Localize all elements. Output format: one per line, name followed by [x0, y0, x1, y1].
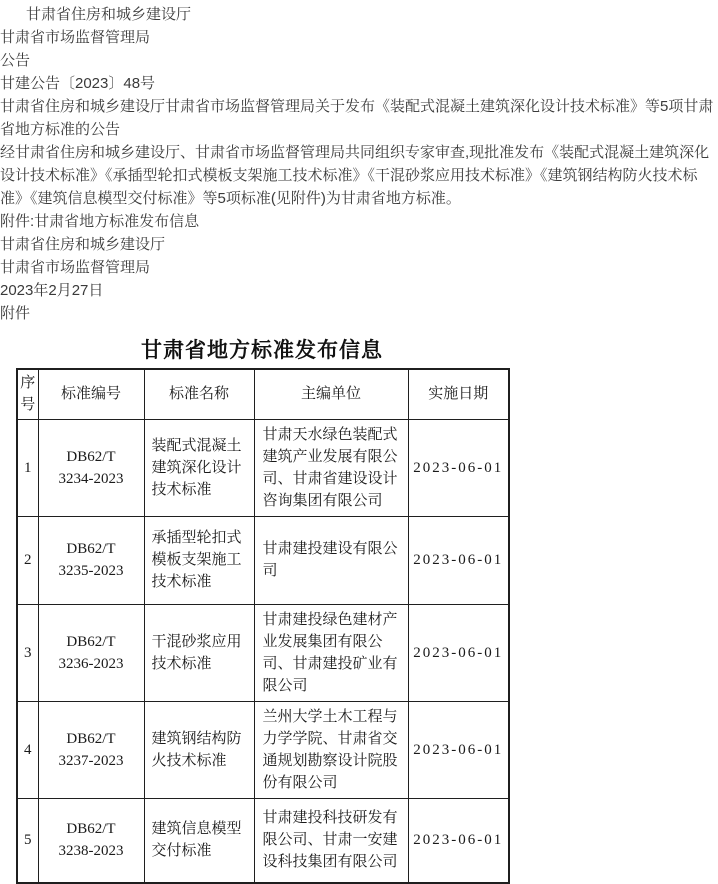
cell-editor: 甘肃建投绿色建材产业发展集团有限公司、甘肃建投矿业有限公司: [254, 604, 408, 701]
attachment-table-title: 甘肃省地方标准发布信息: [141, 338, 383, 362]
table-row: [17, 604, 509, 701]
cell-serial: 4: [17, 701, 38, 798]
doc-line-notice-number: 甘建公告〔2023〕48号: [0, 75, 156, 92]
col-header-name: 标准名称: [144, 369, 254, 419]
announcement-body: [0, 0, 718, 325]
table-row: [17, 798, 509, 883]
cell-date: 2023-06-01: [408, 419, 509, 516]
attachment-section: [0, 334, 718, 884]
cell-code: DB62/T 3238-2023: [38, 798, 144, 883]
cell-name: 装配式混凝土建筑深化设计技术标准: [144, 419, 254, 516]
col-header-serial: 序号: [17, 369, 38, 419]
cell-serial: 3: [17, 604, 38, 701]
doc-line-notice-type: 公告: [0, 52, 31, 69]
cell-date: 2023-06-01: [408, 798, 509, 883]
table-row: [17, 419, 509, 516]
cell-date: 2023-06-01: [408, 701, 509, 798]
doc-line-issuer-2: 甘肃省市场监督管理局: [0, 29, 151, 46]
cell-name: 承插型轮扣式模板支架施工技术标准: [144, 516, 254, 604]
cell-code: DB62/T 3234-2023: [38, 419, 144, 516]
cell-date: 2023-06-01: [408, 604, 509, 701]
col-header-code: 标准编号: [38, 369, 144, 419]
cell-name: 建筑信息模型交付标准: [144, 798, 254, 883]
standards-table: [16, 368, 510, 884]
doc-line-attachment-label: 附件: [0, 305, 31, 322]
col-header-date: 实施日期: [408, 369, 509, 419]
doc-line-issuer-1: 甘肃省住房和城乡建设厅: [26, 6, 192, 23]
table-row: [17, 701, 509, 798]
cell-editor: 甘肃天水绿色装配式建筑产业发展有限公司、甘肃省建设设计咨询集团有限公司: [254, 419, 408, 516]
cell-code: DB62/T 3236-2023: [38, 604, 144, 701]
doc-line-date: 2023年2月27日: [0, 282, 104, 299]
cell-editor: 兰州大学土木工程与力学学院、甘肃省交通规划勘察设计院股份有限公司: [254, 701, 408, 798]
cell-code: DB62/T 3235-2023: [38, 516, 144, 604]
cell-editor: 甘肃建投科技研发有限公司、甘肃一安建设科技集团有限公司: [254, 798, 408, 883]
table-row: [17, 516, 509, 604]
cell-name: 干混砂浆应用技术标准: [144, 604, 254, 701]
cell-serial: 2: [17, 516, 38, 604]
doc-line-attachment-ref: 附件:甘肃省地方标准发布信息: [0, 213, 200, 230]
table-header-row: [17, 369, 509, 419]
cell-date: 2023-06-01: [408, 516, 509, 604]
doc-line-notice-body: 经甘肃省住房和城乡建设厅、甘肃省市场监督管理局共同组织专家审查,现批准发布《装配式混凝土建筑深化设计技术标准》《承插型轮扣式模板支架施工技术标准》《干混砂浆应用技术标准》《建筑钢结构防火技术标准》《建筑信息模型交付标准》等5项标准(见附件)为甘肃省地方标准。: [0, 144, 710, 207]
col-header-editor: 主编单位: [254, 369, 408, 419]
cell-serial: 5: [17, 798, 38, 883]
doc-line-signature-2: 甘肃省市场监督管理局: [0, 259, 151, 276]
cell-code: DB62/T 3237-2023: [38, 701, 144, 798]
doc-line-signature-1: 甘肃省住房和城乡建设厅: [0, 236, 166, 253]
cell-name: 建筑钢结构防火技术标准: [144, 701, 254, 798]
cell-editor: 甘肃建投建设有限公司: [254, 516, 408, 604]
cell-serial: 1: [17, 419, 38, 516]
doc-line-notice-title: 甘肃省住房和城乡建设厅甘肃省市场监督管理局关于发布《装配式混凝土建筑深化设计技术标准》等5项甘肃省地方标准的公告: [0, 98, 714, 138]
